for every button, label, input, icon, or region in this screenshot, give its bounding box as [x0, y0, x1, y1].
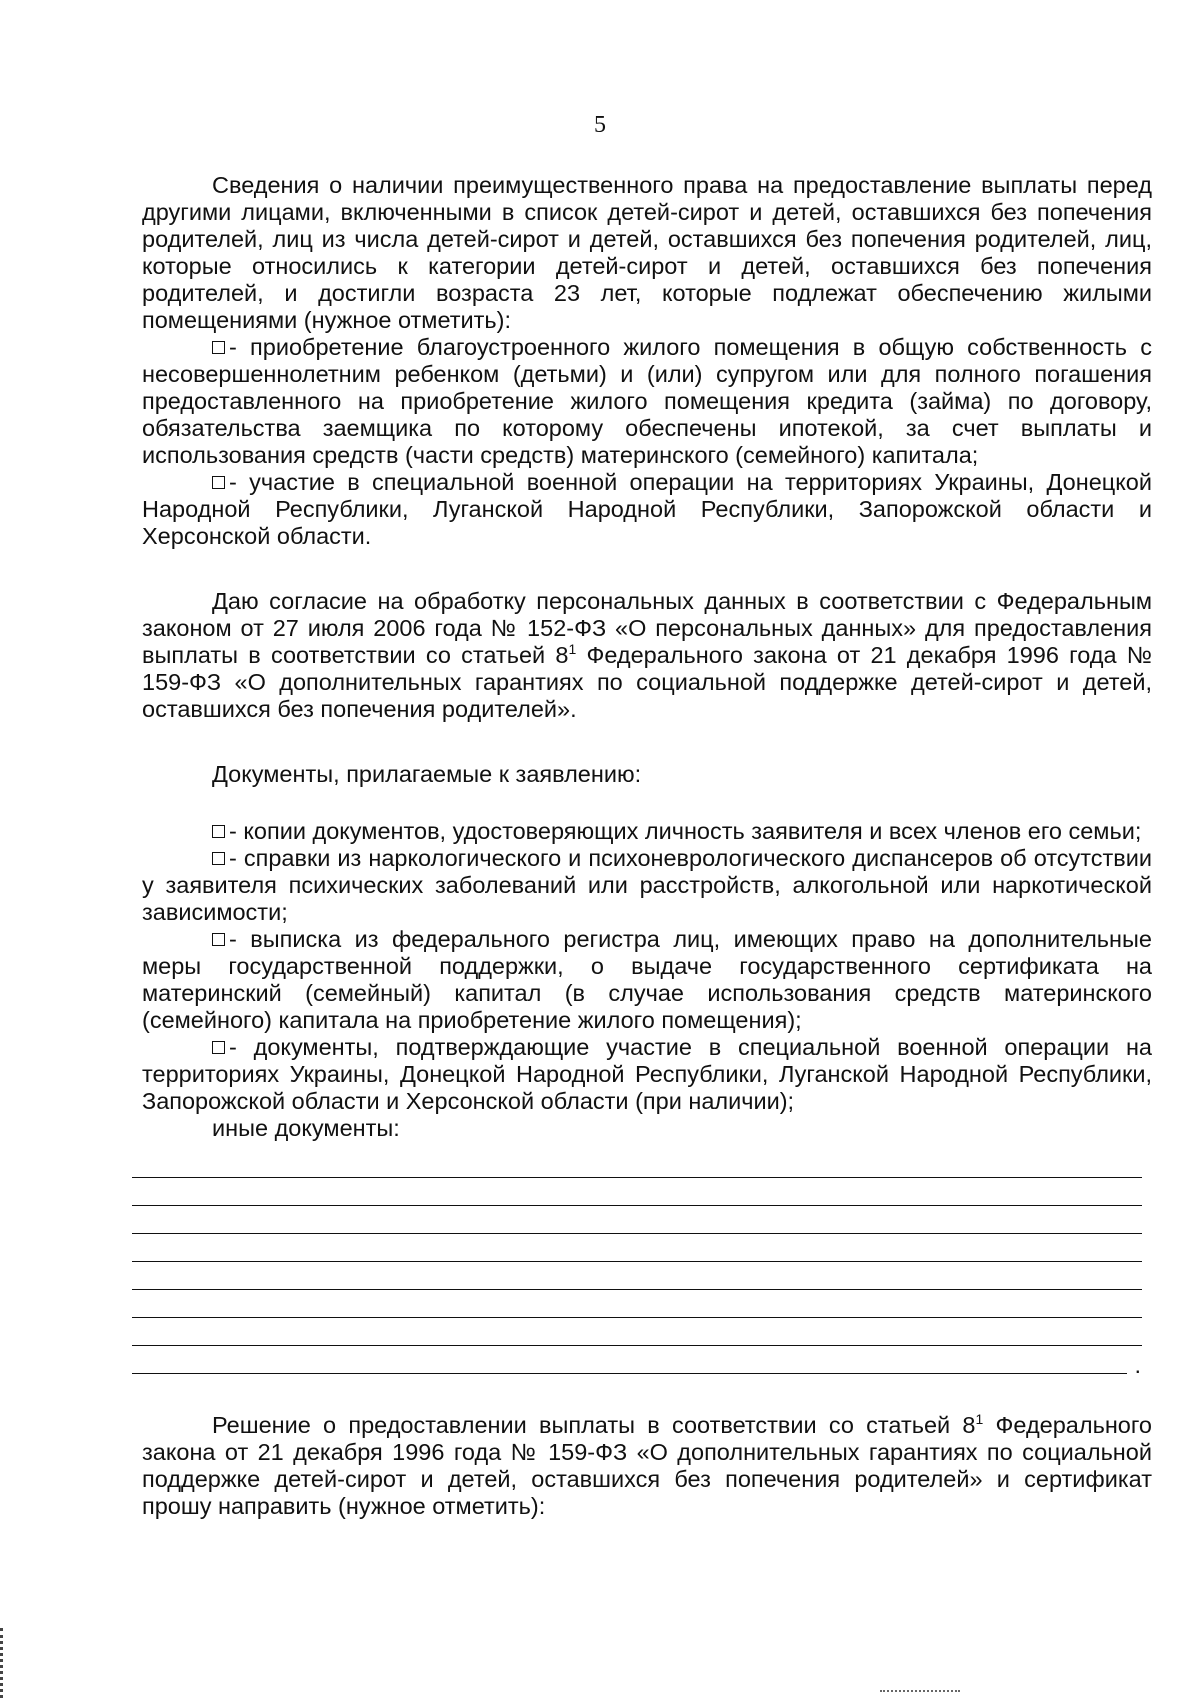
scan-corner-mark [880, 1690, 960, 1692]
scan-margin-mark [0, 1628, 7, 1698]
page-number: 5 [594, 112, 606, 138]
priority-option-label: - участие в специальной военной операции на территориях Украины, Донецкой Народной Республики, Луганской Народной Республики, Запорожской области и Херсонской области. [142, 469, 1152, 549]
document-item-label: - копии документов, удостоверяющих личность заявителя и всех членов его семьи; [229, 818, 1142, 844]
checkbox-mat-capital[interactable] [212, 341, 225, 354]
spacer [142, 1374, 1152, 1412]
decision-superscript: 1 [975, 1411, 984, 1428]
blank-line[interactable] [132, 1346, 1141, 1378]
document-item-medical [142, 845, 1152, 926]
checkbox-svo-docs[interactable] [212, 1041, 225, 1054]
spacer [142, 550, 1152, 588]
blank-line[interactable] [132, 1206, 1142, 1234]
checkbox-identity-docs[interactable] [212, 825, 225, 838]
document-item-svo [142, 1034, 1152, 1115]
blank-line[interactable] [132, 1290, 1142, 1318]
documents-heading: Документы, прилагаемые к заявлению: [212, 761, 642, 787]
decision-text-a: Решение о предоставлении выплаты в соответствии со статьей 8 [212, 1412, 976, 1438]
checkbox-register-extract[interactable] [212, 933, 225, 946]
document-item-label: - выписка из федерального регистра лиц, имеющих право на дополнительные меры государственной поддержки, о выдаче государственного сертификата на материнский (семейный) капитал (в случае использования средств материнского (семейного) капитала на приобретение жилого помещения); [142, 926, 1152, 1033]
document-item-identity [142, 818, 1152, 845]
document-item-label: - справки из наркологического и психоневрологического диспансеров об отсутствии у заявителя психических заболеваний или расстройств, алкогольной или наркотической зависимости; [142, 845, 1152, 925]
other-documents-lines [132, 1150, 1142, 1378]
spacer [142, 788, 1152, 818]
blank-line[interactable] [132, 1262, 1142, 1290]
spacer [142, 723, 1152, 761]
blank-line[interactable] [132, 1178, 1142, 1206]
decision-text-b: Федерального закона от 21 декабря 1996 года № 159-ФЗ «О дополнительных гарантиях по социальной поддержке детей-сирот и детей, оставшихся без попечения родителей» и сертификат прошу направить (нужное отметить): [142, 1412, 1153, 1519]
other-documents-label: иные документы: [212, 1115, 400, 1141]
consent-paragraph [142, 588, 1152, 723]
checkbox-medical-certificates[interactable] [212, 852, 225, 865]
blank-line[interactable] [132, 1150, 1142, 1178]
checkbox-svo[interactable] [212, 476, 225, 489]
consent-superscript: 1 [568, 641, 577, 658]
priority-option-svo [142, 469, 1152, 550]
priority-intro: Сведения о наличии преимущественного права на предоставление выплаты перед другими лицами, включенными в список детей-сирот и детей, оставшихся без попечения родителей, лиц из числа детей-сирот и детей, оставшихся без попечения родителей, лиц, которые относились к категории детей-сирот и детей, оставшихся без попечения родителей, и достигли возраста 23 лет, которые подлежат обеспечению жилыми помещениями (нужное отметить): [142, 172, 1152, 333]
document-item-label: - документы, подтверждающие участие в специальной военной операции на территориях Украины, Донецкой Народной Республики, Луганской Народной Республики, Запорожской области и Херсонской области (при наличии); [142, 1034, 1152, 1114]
blank-line[interactable] [132, 1318, 1142, 1346]
priority-option-label: - приобретение благоустроенного жилого помещения в общую собственность с несовершеннолетним ребенком (детьми) и (или) супругом или для полного погашения предоставленного на приобретение жилого помещения кредита (займа) по договору, обязательства заемщика по которому обеспечены ипотекой, за счет выплаты и использования средств (части средств) материнского (семейного) капитала; [142, 334, 1152, 468]
priority-option-mat-capital [142, 334, 1152, 469]
decision-paragraph [142, 1412, 1152, 1520]
document-body [142, 172, 1152, 1520]
consent-text-a: Даю согласие на обработку персональных данных в соответствии с Федеральным законом от 27 июля 2006 года № 152-ФЗ «О персональных данных» для предоставления выплаты в соответствии со статьей 8 [142, 588, 1152, 668]
document-item-register [142, 926, 1152, 1034]
consent-text-b: Федерального закона от 21 декабря 1996 года № 159-ФЗ «О дополнительных гарантиях по социальной поддержке детей-сирот и детей, оставшихся без попечения родителей». [142, 642, 1152, 722]
end-dot: . [1134, 1352, 1141, 1378]
blank-line[interactable] [132, 1234, 1142, 1262]
